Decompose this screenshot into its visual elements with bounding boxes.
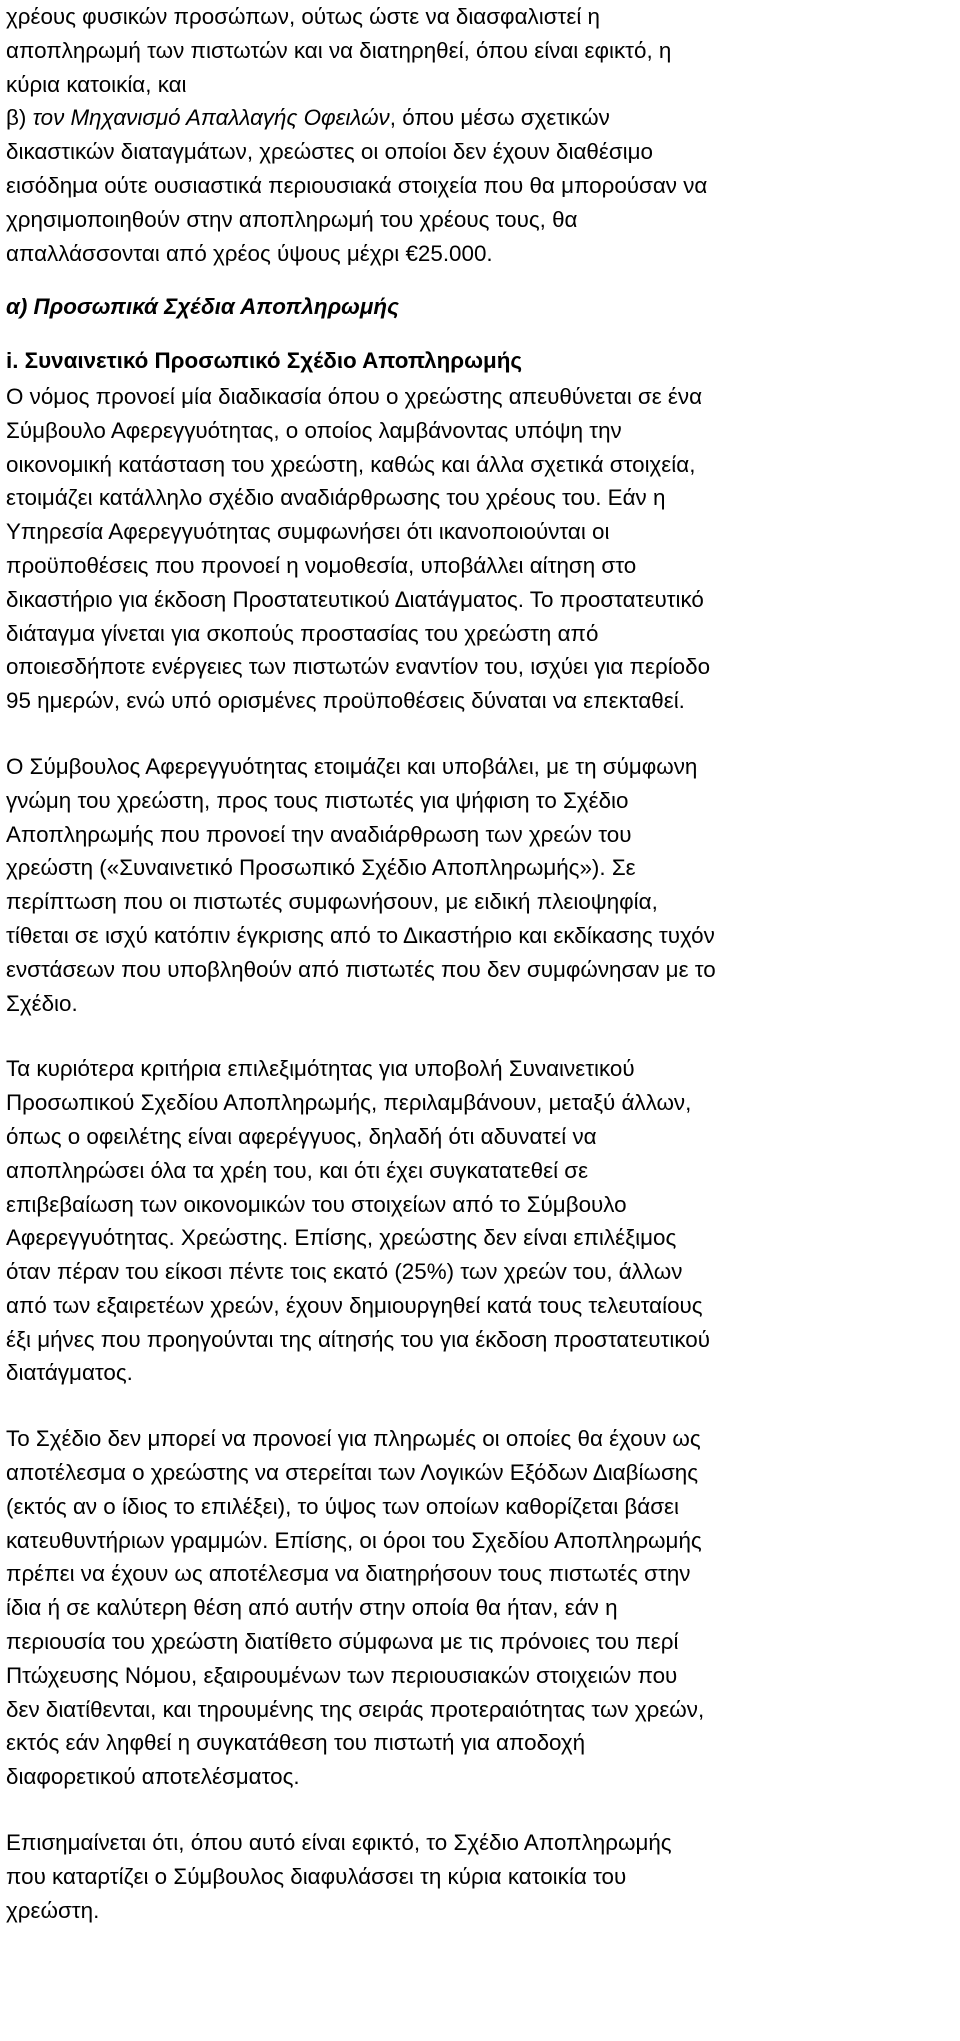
section-heading: α) Προσωπικά Σχέδια Αποπληρωμής bbox=[6, 294, 399, 320]
point-b-prefix: β) bbox=[6, 105, 33, 131]
text-line: περίπτωση που οι πιστωτές συμφωνήσουν, με ειδική πλειοψηφία, bbox=[6, 889, 658, 915]
text-line: Αφερεγγυότητας. Χρεώστης. Επίσης, χρεώστης δεν είναι επιλέξιμος bbox=[6, 1225, 677, 1251]
point-b-italic-term: τον Μηχανισμό Απαλλαγής Οφειλών bbox=[32, 105, 390, 131]
text-line: κατευθυντήριων γραμμών. Επίσης, οι όροι του Σχεδίου Αποπληρωμής bbox=[6, 1527, 702, 1553]
text-line: Αποπληρωμής που προνοεί την αναδιάρθρωση των χρεών του bbox=[6, 821, 632, 847]
text-line: χρησιμοποιηθούν στην αποπληρωμή του χρέους τους, θα bbox=[6, 206, 578, 232]
text-line: δεν διατίθενται, και τηρουμένης της σειράς προτεραιότητας των χρεών, bbox=[6, 1696, 705, 1722]
point-b-paragraph bbox=[6, 101, 954, 270]
text-line: οικονομική κατάσταση του χρεώστη, καθώς και άλλα σχετικά στοιχεία, bbox=[6, 451, 696, 477]
text-line: (εκτός αν ο ίδιος το επιλέξει), το ύψος των οποίων καθορίζεται βάσει bbox=[6, 1493, 680, 1519]
paragraph-2 bbox=[6, 750, 954, 1020]
text-line: Σύμβουλο Αφερεγγυότητας, ο οποίος λαμβάνοντας υπόψη την bbox=[6, 417, 622, 443]
text-line: ετοιμάζει κατάλληλο σχέδιο αναδιάρθρωσης του χρέους του. Εάν η bbox=[6, 485, 666, 511]
text-line: 95 ημερών, ενώ υπό ορισμένες προϋποθέσεις δύναται να επεκταθεί. bbox=[6, 688, 685, 714]
text-line: ενστάσεων που υποβληθούν από πιστωτές που δεν συμφώνησαν με το bbox=[6, 956, 716, 982]
text-line: Υπηρεσία Αφερεγγυότητας συμφωνήσει ότι ικανοποιούνται οι bbox=[6, 519, 610, 545]
text-line: αποπληρωμή των πιστωτών και να διατηρηθεί, όπου είναι εφικτό, η bbox=[6, 37, 672, 63]
text-line: Τα κυριότερα κριτήρια επιλεξιμότητας για υποβολή Συναινετικού bbox=[6, 1056, 635, 1082]
text-line: όπως ο οφειλέτης είναι αφερέγγυος, δηλαδή ότι αδυνατεί να bbox=[6, 1123, 597, 1149]
text-line: περιουσία του χρεώστη διατίθετο σύμφωνα με τις πρόνοιες του περί bbox=[6, 1629, 679, 1655]
text-line: διάταγμα γίνεται για σκοπούς προστασίας του χρεώστη από bbox=[6, 620, 599, 646]
text-line: που καταρτίζει ο Σύμβουλος διαφυλάσσει τη κύρια κατοικία του bbox=[6, 1863, 627, 1889]
paragraph-1 bbox=[6, 380, 954, 718]
paragraph-4 bbox=[6, 1422, 954, 1794]
text-line: τίθεται σε ισχύ κατόπιν έγκρισης από το Δικαστήριο και εκδίκασης τυχόν bbox=[6, 922, 715, 948]
text-line: Πτώχευσης Νόμου, εξαιρουμένων των περιουσιακών στοιχειών που bbox=[6, 1662, 678, 1688]
text-line: όταν πέραν του είκοσι πέντε τοις εκατό (25%) των χρεώv του, άλλων bbox=[6, 1259, 683, 1285]
text-line: Το Σχέδιο δεν μπορεί να προνοεί για πληρωμές οι οποίες θα έχουν ως bbox=[6, 1426, 701, 1452]
text-line: ίδια ή σε καλύτερη θέση από αυτήν στην οποία θα ήταν, εάν η bbox=[6, 1595, 618, 1621]
text-line: χρεώστη («Συναινετικό Προσωπικό Σχέδιο Αποπληρωμής»). Σε bbox=[6, 855, 636, 881]
text-line: κύρια κατοικία, και bbox=[6, 71, 187, 97]
text-line bbox=[6, 101, 954, 135]
text-line: δικαστήριο για έκδοση Προστατευτικού Διατάγματος. Το προστατευτικό bbox=[6, 586, 704, 612]
text-line: απαλλάσσονται από χρέος ύψους μέχρι €25.000. bbox=[6, 240, 493, 266]
intro-paragraph bbox=[6, 0, 954, 101]
text-line: οποιεσδήποτε ενέργειες των πιστωτών εναντίον του, ισχύει για περίοδο bbox=[6, 654, 711, 680]
text-line: χρεώστη. bbox=[6, 1897, 100, 1923]
text-line: Προσωπικού Σχεδίου Αποπληρωμής, περιλαμβάνουν, μεταξύ άλλων, bbox=[6, 1090, 692, 1116]
document-page bbox=[6, 0, 954, 1927]
text-line: από των εξαιρετέων χρεών, έχουν δημιουργηθεί κατά τους τελευταίους bbox=[6, 1292, 703, 1318]
point-b-first-line-rest: , όπου μέσω σχετικών bbox=[389, 105, 610, 131]
text-line: δικαστικών διαταγμάτων, χρεώστες οι οποίοι δεν έχουν διαθέσιμο bbox=[6, 139, 653, 165]
text-line: εκτός εάν ληφθεί η συγκατάθεση του πιστωτή για αποδοχή bbox=[6, 1730, 586, 1756]
text-line: έξι μήνες που προηγούνται της αίτησής του για έκδοση προστατευτικού bbox=[6, 1326, 710, 1352]
text-line: Επισημαίνεται ότι, όπου αυτό είναι εφικτό, το Σχέδιο Αποπληρωμής bbox=[6, 1830, 672, 1856]
text-line: αποπληρώσει όλα τα χρέη του, και ότι έχει συγκατατεθεί σε bbox=[6, 1157, 589, 1183]
text-line: Ο νόμος προνοεί μία διαδικασία όπου ο χρεώστης απευθύνεται σε ένα bbox=[6, 383, 703, 409]
paragraph-5 bbox=[6, 1826, 954, 1927]
subsection-heading: i. Συναινετικό Προσωπικό Σχέδιο Αποπληρωμής bbox=[6, 348, 523, 374]
text-line: διατάγματος. bbox=[6, 1360, 133, 1386]
text-line: διαφορετικού αποτελέσματος. bbox=[6, 1764, 300, 1790]
text-line: πρέπει να έχουν ως αποτέλεσμα να διατηρήσουν τους πιστωτές στην bbox=[6, 1561, 691, 1587]
text-line: επιβεβαίωση των οικονομικών του στοιχείων από το Σύμβουλο bbox=[6, 1191, 627, 1217]
paragraph-3 bbox=[6, 1052, 954, 1390]
text-line: Ο Σύμβουλος Αφερεγγυότητας ετοιμάζει και υποβάλει, με τη σύμφωνη bbox=[6, 753, 698, 779]
text-line: Σχέδιο. bbox=[6, 990, 78, 1016]
text-line: αποτέλεσμα ο χρεώστης να στερείται των Λογικών Εξόδων Διαβίωσης bbox=[6, 1460, 699, 1486]
text-line: προϋποθέσεις που προνοεί η νομοθεσία, υποβάλλει αίτηση στο bbox=[6, 552, 637, 578]
text-line: χρέους φυσικών προσώπων, ούτως ώστε να διασφαλιστεί η bbox=[6, 4, 600, 29]
text-line: γνώμη του χρεώστη, προς τους πιστωτές για ψήφιση το Σχέδιο bbox=[6, 787, 629, 813]
text-line: εισόδημα ούτε ουσιαστικά περιουσιακά στοιχεία που θα μπορούσαν να bbox=[6, 172, 708, 198]
